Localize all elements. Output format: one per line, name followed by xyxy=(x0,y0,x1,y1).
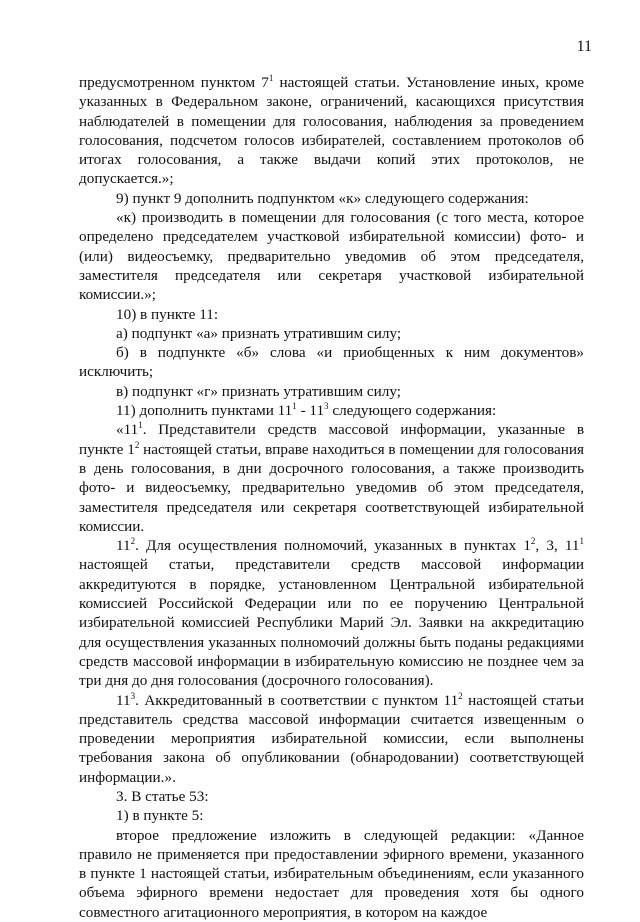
text-run: б) в подпункте «б» слова «и приобщенных к ним документов» исключить; xyxy=(79,344,584,381)
superscript: 1 xyxy=(138,420,143,431)
text-run: «к) производить в помещении для голосования (с того места, которое определено председателем участковой избирательной комиссии) фото- и (или) видеосъемку, предварительно уведомив об этом председателя, заместителя председателя или секретаря участковой избирательной комиссии.»; xyxy=(79,209,584,304)
paragraph xyxy=(79,343,584,382)
text-run: . Для осуществления полномочий, указанных в пунктах 1 xyxy=(135,537,531,555)
text-run: . Аккредитованный в соответствии с пунктом 11 xyxy=(135,691,459,709)
superscript: 3 xyxy=(324,401,329,412)
text-run: 11) дополнить пунктами 11 xyxy=(116,402,293,420)
paragraph xyxy=(79,787,584,806)
text-run: настоящей статьи, вправе находиться в помещении для голосования в день голосования, в дни досрочного голосования, а также производить фото- и видеосъемку, предварительно уведомив об этом председателя, заместителя председателя или секретаря соответствующей избирательной комиссии. xyxy=(79,440,584,535)
paragraph xyxy=(79,420,584,536)
superscript: 1 xyxy=(579,536,585,547)
paragraph xyxy=(79,208,584,304)
text-run: а) подпункт «а» признать утратившим силу; xyxy=(116,324,402,342)
paragraph xyxy=(79,691,584,787)
superscript: 2 xyxy=(130,536,136,547)
paragraph xyxy=(79,382,584,401)
superscript: 1 xyxy=(292,401,297,412)
text-run: - 11 xyxy=(296,402,325,420)
page-number: 11 xyxy=(576,38,592,55)
paragraph xyxy=(79,401,584,420)
text-run: предусмотренном пунктом 7 xyxy=(79,74,269,91)
paragraph xyxy=(79,324,584,343)
text-run: настоящей статьи, представители средств массовой информации аккредитуются в порядке, установленном Центральной избирательной комиссией Российской Федерации или по ее поручению Центральной избирательной комиссией Республики Марий Эл. Заявки на аккредитацию для осуществления указанных полномочий должны быть поданы редакциями средств массовой информации в избирательную комиссию не позднее чем за три дня до дня голосования (досрочного голосования). xyxy=(79,556,584,690)
text-run: настоящей статьи представитель средства массовой информации считается извещенным о проведении мероприятия избирательной комиссии, если выполнены требования закона об опубликовании (обнародовании) соответствующей информации.». xyxy=(79,691,584,786)
paragraph xyxy=(79,826,584,922)
text-run: . Представители средств массовой информации, указанные в пункте 1 xyxy=(79,421,584,458)
text-run: 11 xyxy=(116,537,131,555)
text-run: следующего содержания: xyxy=(328,402,497,420)
text-run: 11 xyxy=(116,691,131,709)
text-run: «11 xyxy=(116,421,139,439)
superscript: 2 xyxy=(458,690,463,701)
document-body xyxy=(79,73,584,922)
text-run: , 3, 11 xyxy=(535,537,580,555)
text-run: второе предложение изложить в следующей редакции: «Данное правило не применяется при предоставлении эфирного времени, указанного в пункте 1 настоящей статьи, избирательным объединениям, если указанного объема эфирного времени недостает для проведения хотя бы одного совместного агитационного мероприятия, в котором на каждое xyxy=(79,826,584,921)
paragraph xyxy=(79,536,584,690)
text-run: 3. В статье 53: xyxy=(116,787,209,805)
paragraph xyxy=(79,305,584,324)
superscript: 3 xyxy=(130,690,136,701)
superscript: 1 xyxy=(268,73,274,83)
text-run: 10) в пункте 11: xyxy=(116,305,219,323)
text-run: 9) пункт 9 дополнить подпунктом «к» следующего содержания: xyxy=(116,189,529,207)
superscript: 2 xyxy=(134,439,140,450)
text-run: настоящей статьи. Установление иных, кроме указанных в Федеральном законе, ограничений, касающихся присутствия наблюдателей в помещении для голосования, наблюдения за проведением голосования, подсчетом голосов избирателей, составлением протоколов об итогах голосования, а также выдачи копий этих протоколов, не допускается.»; xyxy=(79,74,584,188)
paragraph xyxy=(79,806,584,825)
text-run: 1) в пункте 5: xyxy=(116,807,204,825)
paragraph xyxy=(79,189,584,208)
superscript: 2 xyxy=(530,536,536,547)
paragraph xyxy=(79,73,584,189)
text-run: в) подпункт «г» признать утратившим силу; xyxy=(116,382,401,400)
